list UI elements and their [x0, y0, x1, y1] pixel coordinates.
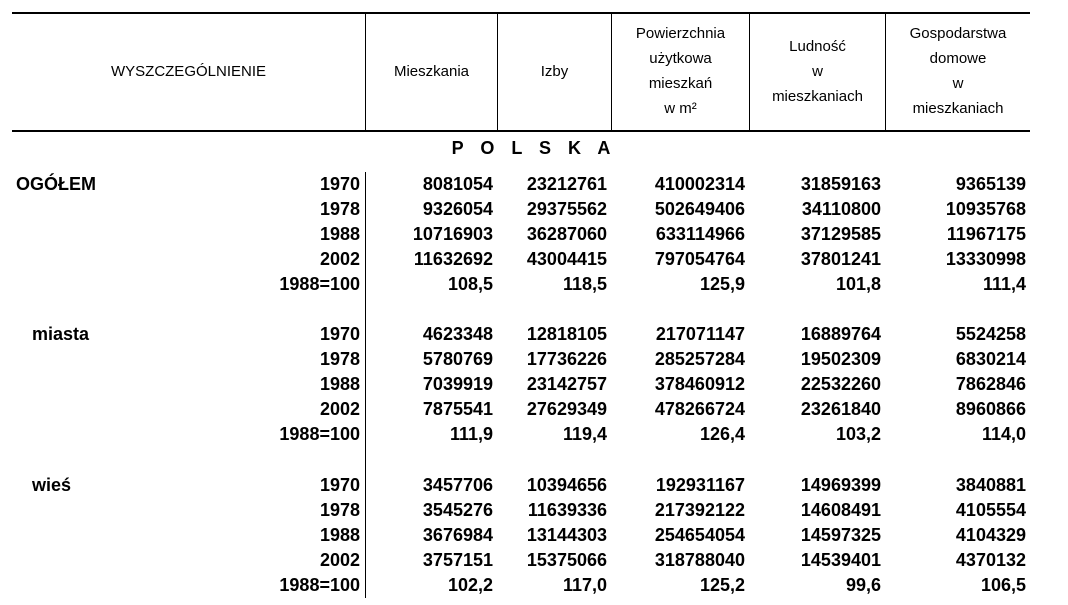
cell-population: 101,8 — [835, 274, 881, 294]
header-col-population — [750, 12, 885, 130]
cell-rooms: 23212761 — [526, 174, 607, 194]
table-row — [0, 272, 1068, 297]
cell-population: 14969399 — [800, 475, 881, 495]
cell-floor-area: 478266724 — [654, 399, 745, 419]
cell-population: 34110800 — [801, 199, 881, 219]
header-line: Ludność — [789, 37, 846, 55]
header-col-households — [886, 12, 1030, 130]
cell-floor-area: 797054764 — [654, 249, 745, 269]
cell-households: 111,4 — [982, 274, 1026, 294]
header-col-rooms — [498, 12, 611, 130]
cell-households: 114,0 — [981, 424, 1026, 444]
table-row — [0, 347, 1068, 372]
cell-dwellings: 102,2 — [447, 575, 493, 595]
cell-floor-area: 410002314 — [654, 174, 745, 194]
table-row — [0, 548, 1068, 573]
cell-dwellings: 108,5 — [447, 274, 493, 294]
cell-population: 14539401 — [800, 550, 881, 570]
cell-rooms: 29375562 — [526, 199, 607, 219]
cell-year: 1970 — [319, 475, 360, 495]
cell-households: 9365139 — [955, 174, 1026, 194]
cell-floor-area: 633114966 — [655, 224, 745, 244]
cell-population: 99,6 — [845, 575, 881, 595]
cell-households: 11967175 — [946, 224, 1026, 244]
header-line: użytkowa — [649, 50, 712, 67]
cell-year: 1988=100 — [279, 424, 360, 444]
cell-dwellings: 9326054 — [422, 199, 493, 219]
header-col-floor-area — [612, 12, 749, 130]
group-label: wieś — [32, 475, 72, 495]
cell-dwellings: 8081054 — [422, 174, 493, 194]
cell-year: 1978 — [319, 349, 360, 369]
cell-year: 1988=100 — [279, 274, 360, 294]
table-row — [0, 422, 1068, 447]
cell-households: 6830214 — [955, 349, 1026, 369]
header-line: w — [812, 62, 823, 80]
header-col-description — [12, 12, 365, 130]
header-line: Powierzchnia — [635, 25, 726, 42]
table-row — [0, 322, 1068, 347]
cell-dwellings: 7875541 — [422, 399, 493, 419]
header-line: mieszkaniach — [772, 87, 863, 105]
cell-year: 1988 — [319, 525, 360, 545]
cell-population: 19502309 — [800, 349, 881, 369]
cell-households: 4104329 — [955, 525, 1026, 545]
cell-dwellings: 3545276 — [422, 500, 493, 520]
cell-population: 22532260 — [800, 374, 881, 394]
cell-dwellings: 3457706 — [422, 475, 493, 495]
table-row — [0, 523, 1068, 548]
cell-dwellings: 10716903 — [412, 224, 493, 244]
cell-households: 3840881 — [955, 475, 1026, 495]
cell-floor-area: 125,2 — [699, 575, 745, 595]
header-line: Mieszkania — [393, 62, 470, 80]
header-line: w m² — [664, 100, 697, 117]
cell-rooms: 12818105 — [526, 324, 607, 344]
group-label: OGÓŁEM — [16, 174, 96, 194]
cell-households: 4370132 — [955, 550, 1026, 570]
cell-households: 7862846 — [955, 374, 1026, 394]
cell-floor-area: 318788040 — [654, 550, 745, 570]
cell-rooms: 43004415 — [526, 249, 607, 269]
cell-dwellings: 3757151 — [422, 550, 493, 570]
header-line: mieszkaniach — [912, 100, 1004, 117]
cell-population: 37129585 — [800, 224, 881, 244]
cell-dwellings: 11632692 — [413, 249, 493, 269]
section-title: P O L S K A — [451, 138, 617, 158]
cell-floor-area: 285257284 — [654, 349, 745, 369]
header-line: domowe — [929, 50, 987, 67]
table-row — [0, 397, 1068, 422]
table-row — [0, 172, 1068, 197]
cell-year: 2002 — [319, 550, 360, 570]
header-bottom-rule — [12, 130, 1030, 132]
cell-population: 14597325 — [800, 525, 881, 545]
cell-floor-area: 217392122 — [654, 500, 745, 520]
cell-households: 8960866 — [955, 399, 1026, 419]
header-line: Gospodarstwa — [909, 25, 1007, 42]
table-row — [0, 247, 1068, 272]
cell-population: 37801241 — [800, 249, 881, 269]
cell-rooms: 118,5 — [562, 274, 607, 294]
cell-population: 31859163 — [800, 174, 881, 194]
header-line: WYSZCZEGÓLNIENIE — [110, 62, 267, 80]
cell-floor-area: 192931167 — [655, 475, 745, 495]
cell-population: 16889764 — [800, 324, 881, 344]
cell-dwellings: 4623348 — [422, 324, 493, 344]
cell-population: 14608491 — [800, 500, 881, 520]
cell-rooms: 15375066 — [526, 550, 607, 570]
cell-rooms: 13144303 — [526, 525, 607, 545]
table-row — [0, 197, 1068, 222]
cell-floor-area: 378460912 — [654, 374, 745, 394]
cell-year: 2002 — [319, 399, 360, 419]
cell-floor-area: 217071147 — [655, 324, 745, 344]
cell-floor-area: 502649406 — [654, 199, 745, 219]
header-line: Izby — [540, 62, 569, 80]
table-row — [0, 222, 1068, 247]
cell-rooms: 36287060 — [526, 224, 607, 244]
cell-rooms: 11639336 — [527, 500, 607, 520]
cell-households: 106,5 — [980, 575, 1026, 595]
cell-year: 1978 — [319, 199, 360, 219]
cell-rooms: 27629349 — [526, 399, 607, 419]
cell-year: 1988 — [319, 224, 360, 244]
cell-rooms: 117,0 — [562, 575, 607, 595]
cell-households: 13330998 — [945, 249, 1026, 269]
table-row — [0, 473, 1068, 498]
cell-rooms: 17736226 — [526, 349, 607, 369]
table-row — [0, 372, 1068, 397]
cell-households: 5524258 — [955, 324, 1026, 344]
cell-rooms: 23142757 — [526, 374, 607, 394]
cell-population: 23261840 — [800, 399, 881, 419]
header-col-dwellings — [366, 12, 497, 130]
cell-households: 10935768 — [945, 199, 1026, 219]
table-row — [0, 498, 1068, 523]
cell-year: 2002 — [319, 249, 360, 269]
cell-year: 1970 — [319, 174, 360, 194]
table-row — [0, 573, 1068, 598]
cell-year: 1988=100 — [279, 575, 360, 595]
cell-dwellings: 7039919 — [422, 374, 493, 394]
cell-year: 1978 — [319, 500, 360, 520]
cell-households: 4105554 — [955, 500, 1026, 520]
cell-floor-area: 254654054 — [654, 525, 745, 545]
cell-dwellings: 3676984 — [422, 525, 493, 545]
cell-dwellings: 5780769 — [422, 349, 493, 369]
header-line: mieszkań — [648, 75, 713, 92]
cell-population: 103,2 — [835, 424, 881, 444]
cell-rooms: 119,4 — [562, 424, 607, 444]
cell-floor-area: 125,9 — [699, 274, 745, 294]
cell-year: 1988 — [319, 374, 360, 394]
cell-year: 1970 — [319, 324, 360, 344]
cell-rooms: 10394656 — [526, 475, 607, 495]
group-label: miasta — [32, 324, 90, 344]
header-line: w — [952, 75, 964, 92]
cell-floor-area: 126,4 — [699, 424, 745, 444]
cell-dwellings: 111,9 — [449, 424, 493, 444]
